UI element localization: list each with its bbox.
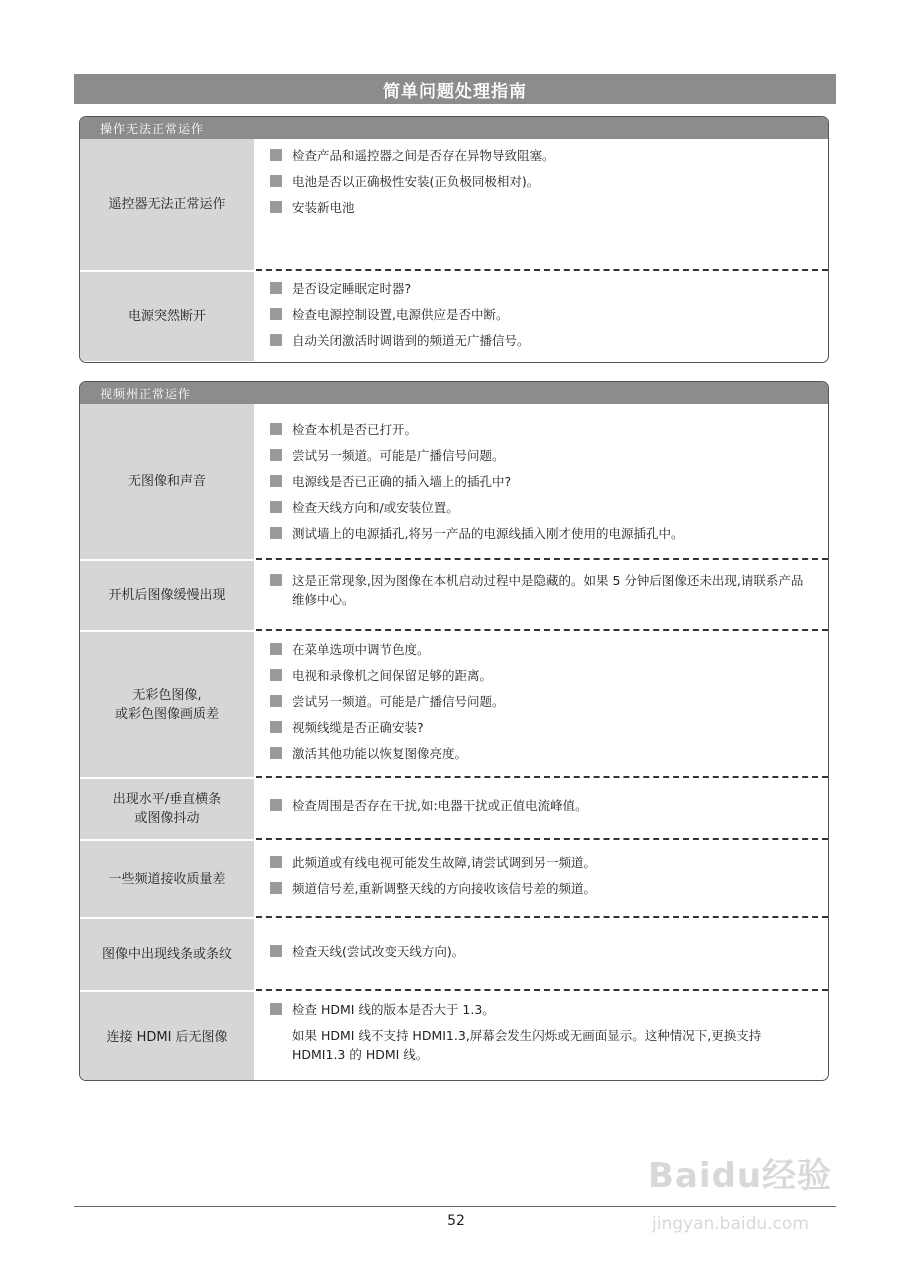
square-bullet-icon — [270, 149, 282, 161]
table-row — [80, 559, 828, 630]
symptom-label: 开机后图像缓慢出现 — [80, 559, 254, 630]
table-row — [80, 777, 828, 839]
list-item: 视频线缆是否正确安装? — [270, 718, 814, 737]
list-item: 是否设定睡眠定时器? — [270, 279, 814, 298]
table-row — [80, 990, 828, 1081]
table-row — [80, 270, 828, 361]
square-bullet-icon — [270, 856, 282, 868]
baidu-watermark-logo: Baidu经验 — [648, 1156, 833, 1196]
solution-list — [254, 630, 828, 777]
list-item: 电视和录像机之间保留足够的距离。 — [270, 666, 814, 685]
square-bullet-icon — [270, 308, 282, 320]
symptom-label: 电源突然断开 — [80, 270, 254, 361]
list-item: 检查电源控制设置,电源供应是否中断。 — [270, 305, 814, 324]
square-bullet-icon — [270, 669, 282, 681]
square-bullet-icon — [270, 945, 282, 957]
solution-list — [254, 139, 828, 270]
list-item: 检查本机是否已打开。 — [270, 420, 814, 439]
table-row — [80, 630, 828, 777]
symptom-label: 出现水平/垂直横条 或图像抖动 — [80, 777, 254, 839]
square-bullet-icon — [270, 475, 282, 487]
square-bullet-icon — [270, 501, 282, 513]
solution-list — [254, 777, 828, 839]
list-item: 检查天线方向和/或安装位置。 — [270, 498, 814, 517]
symptom-label: 无彩色图像, 或彩色图像画质差 — [80, 630, 254, 777]
symptom-label: 连接 HDMI 后无图像 — [80, 990, 254, 1081]
symptom-label: 遥控器无法正常运作 — [80, 139, 254, 270]
solution-list — [254, 839, 828, 917]
section-header: 操作无法正常运作 — [80, 117, 828, 139]
square-bullet-icon — [270, 1003, 282, 1015]
solution-list — [254, 404, 828, 559]
section-operation — [79, 116, 829, 363]
square-bullet-icon — [270, 695, 282, 707]
table-row — [80, 839, 828, 917]
table-row — [80, 139, 828, 270]
square-bullet-icon — [270, 449, 282, 461]
square-bullet-icon — [270, 747, 282, 759]
list-item: 频道信号差,重新调整天线的方向接收该信号差的频道。 — [270, 879, 814, 898]
list-item: 尝试另一频道。可能是广播信号问题。 — [270, 692, 814, 711]
square-bullet-icon — [270, 799, 282, 811]
solution-list — [254, 270, 828, 361]
square-bullet-icon — [270, 643, 282, 655]
section-header: 视频州正常运作 — [80, 382, 828, 404]
list-item: 测试墙上的电源插孔,将另一产品的电源线插入刚才使用的电源插孔中。 — [270, 524, 814, 543]
square-bullet-icon — [270, 201, 282, 213]
solution-list — [254, 559, 828, 630]
list-item: 电池是否以正确极性安装(正负极同极相对)。 — [270, 172, 814, 191]
list-item: 这是正常现象,因为图像在本机启动过程中是隐藏的。如果 5 分钟后图像还未出现,请联系产品维修中心。 — [270, 571, 814, 609]
square-bullet-icon — [270, 334, 282, 346]
square-bullet-icon — [270, 721, 282, 733]
square-bullet-icon — [270, 882, 282, 894]
page-title: 简单问题处理指南 — [74, 74, 836, 104]
list-item: 激活其他功能以恢复图像亮度。 — [270, 744, 814, 763]
square-bullet-icon — [270, 175, 282, 187]
list-item: 自动关闭激活时调谐到的频道无广播信号。 — [270, 331, 814, 350]
baidu-watermark-url: jingyan.baidu.com — [652, 1214, 809, 1234]
symptom-label: 无图像和声音 — [80, 404, 254, 559]
page-number: 52 — [447, 1213, 465, 1229]
table-row — [80, 404, 828, 559]
section-video — [79, 381, 829, 1081]
hdmi-note: 如果 HDMI 线不支持 HDMI1.3,屏幕会发生闪烁或无画面显示。这种情况下,更换支持 HDMI1.3 的 HDMI 线。 — [292, 1028, 762, 1062]
list-item: 在菜单选项中调节色度。 — [270, 640, 814, 659]
solution-list — [254, 917, 828, 990]
list-item: 安装新电池 — [270, 198, 814, 217]
footer-divider — [74, 1206, 836, 1207]
list-item: 检查天线(尝试改变天线方向)。 — [270, 942, 814, 961]
square-bullet-icon — [270, 282, 282, 294]
square-bullet-icon — [270, 423, 282, 435]
list-item: 检查 HDMI 线的版本是否大于 1.3。 — [270, 1000, 814, 1019]
list-item: 此频道或有线电视可能发生故障,请尝试调到另一频道。 — [270, 853, 814, 872]
list-item: 检查周围是否存在干扰,如:电器干扰或正值电流峰值。 — [270, 796, 814, 815]
symptom-label: 图像中出现线条或条纹 — [80, 917, 254, 990]
table-row — [80, 917, 828, 990]
list-item: 电源线是否已正确的插入墙上的插孔中? — [270, 472, 814, 491]
square-bullet-icon — [270, 574, 282, 586]
list-item: 尝试另一频道。可能是广播信号问题。 — [270, 446, 814, 465]
symptom-label: 一些频道接收质量差 — [80, 839, 254, 917]
square-bullet-icon — [270, 527, 282, 539]
list-item: 检查产品和遥控器之间是否存在异物导致阻塞。 — [270, 146, 814, 165]
solution-list — [254, 990, 828, 1081]
